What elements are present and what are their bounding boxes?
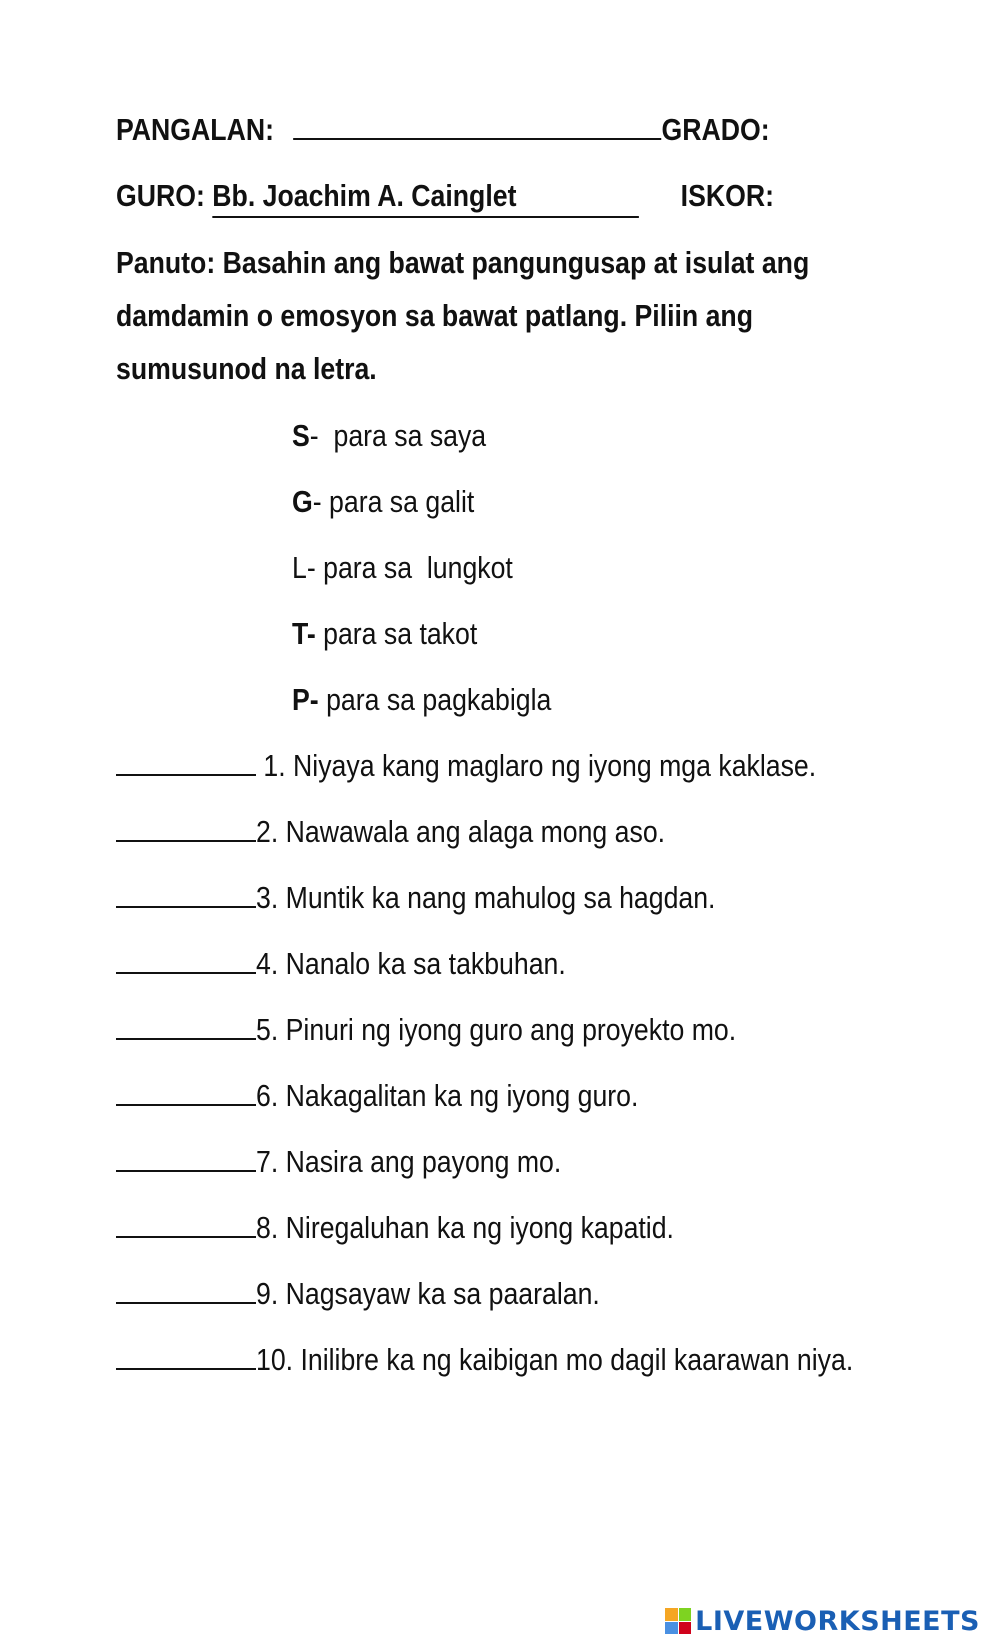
item-text: 9. Nagsayaw ka sa paaralan. <box>256 1276 600 1311</box>
liveworksheets-logo[interactable] <box>665 1604 980 1638</box>
list-item <box>116 1076 701 1116</box>
item-text: 3. Muntik ka nang mahulog sa hagdan. <box>256 880 716 915</box>
teacher-name: Bb. Joachim A. Cainglet <box>212 178 517 213</box>
item-text: 2. Nawawala ang alaga mong aso. <box>256 814 666 849</box>
legend-item-g: G- para sa galit <box>292 484 475 519</box>
name-row <box>116 110 876 150</box>
list-item <box>116 1340 950 1380</box>
answer-blank[interactable] <box>116 1210 256 1238</box>
item-text: 10. Inilibre ka ng kaibigan mo dagil kaarawan niya. <box>256 1342 854 1377</box>
item-text: 6. Nakagalitan ka ng iyong guro. <box>256 1078 639 1113</box>
legend-item-s: S- para sa saya <box>292 418 487 453</box>
instructions-line-2: damdamin o emosyon sa bawat patlang. Piliin ang <box>116 298 754 333</box>
answer-blank[interactable] <box>116 946 256 974</box>
instructions-line-1: Panuto: Basahin ang bawat pangungusap at isulat ang <box>116 245 810 280</box>
answer-blank[interactable] <box>116 1078 256 1106</box>
teacher-label: GURO: <box>116 178 205 213</box>
list-item <box>116 746 907 786</box>
logo-text: LIVEWORKSHEETS <box>695 1605 980 1637</box>
list-item <box>116 1010 814 1050</box>
item-text: 4. Nanalo ka sa takbuhan. <box>256 946 566 981</box>
score-label: ISKOR: <box>680 178 774 213</box>
item-text: 7. Nasira ang payong mo. <box>256 1144 562 1179</box>
legend-item-p: P- para sa pagkabigla <box>292 682 552 717</box>
name-input-line[interactable] <box>293 110 661 140</box>
grade-label: GRADO: <box>661 112 770 147</box>
list-item <box>116 1274 656 1314</box>
answer-blank[interactable] <box>116 1276 256 1304</box>
answer-blank[interactable] <box>116 1342 256 1370</box>
answer-blank[interactable] <box>116 1012 256 1040</box>
answer-blank[interactable] <box>116 1144 256 1172</box>
answer-blank[interactable] <box>116 814 256 842</box>
teacher-row <box>116 176 881 218</box>
list-item <box>116 1208 742 1248</box>
item-text: 8. Niregaluhan ka ng iyong kapatid. <box>256 1210 674 1245</box>
legend-item-t: T- para sa takot <box>292 616 478 651</box>
name-label: PANGALAN: <box>116 112 274 147</box>
item-text: 1. Niyaya kang maglaro ng iyong mga kaklase. <box>256 748 817 783</box>
legend-item-l: L- para sa lungkot <box>292 550 513 585</box>
logo-icon <box>665 1608 691 1634</box>
instructions-line-3: sumusunod na letra. <box>116 351 377 386</box>
answer-blank[interactable] <box>116 880 256 908</box>
answer-blank[interactable] <box>116 748 256 776</box>
list-item <box>116 812 732 852</box>
teacher-name-line <box>212 176 639 218</box>
list-item <box>116 944 616 984</box>
item-text: 5. Pinuri ng iyong guro ang proyekto mo. <box>256 1012 737 1047</box>
list-item <box>116 878 790 918</box>
list-item <box>116 1142 611 1182</box>
